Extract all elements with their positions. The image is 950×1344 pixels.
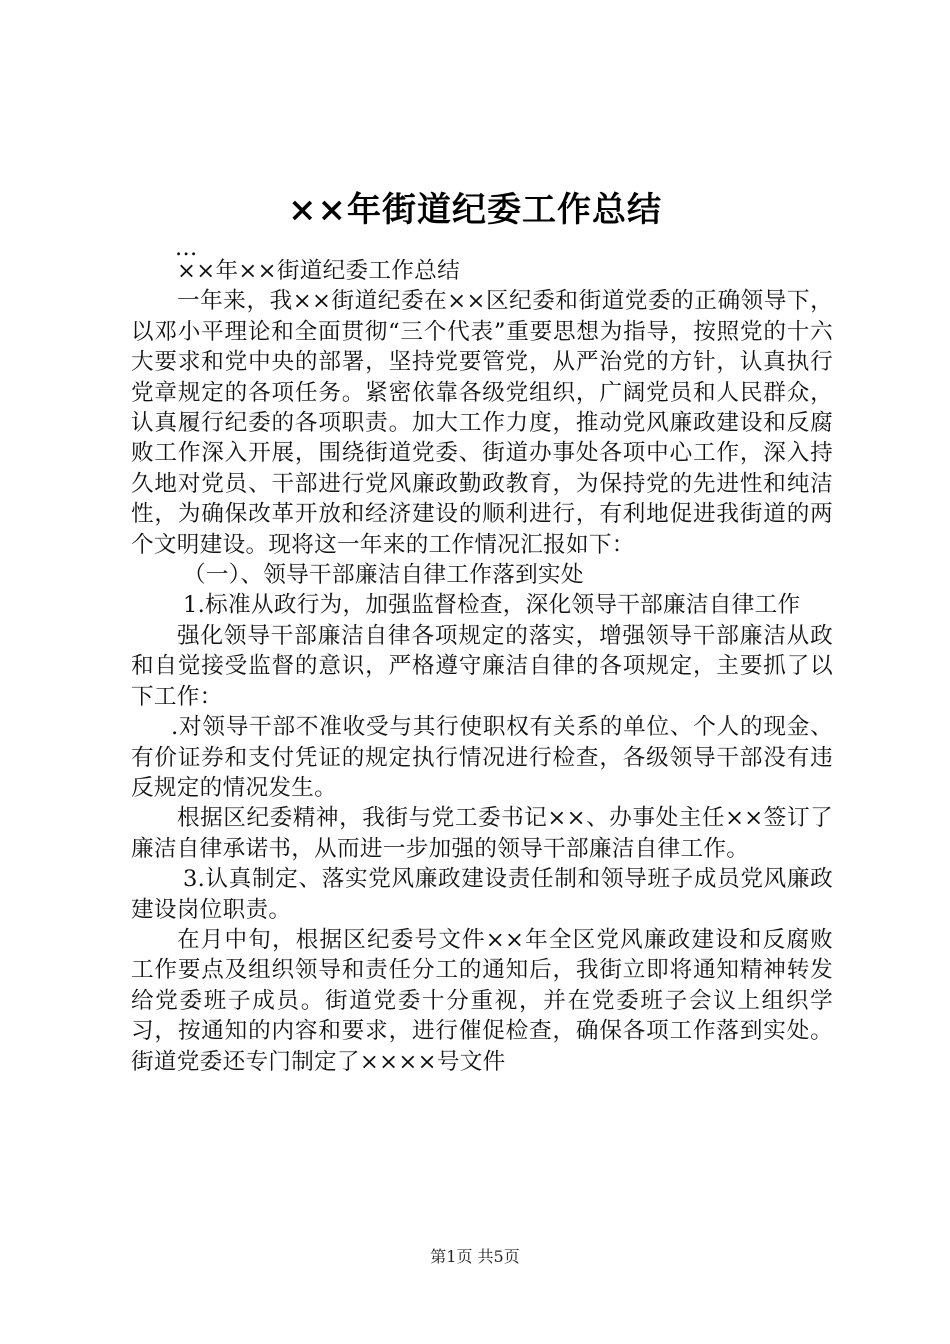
- page-footer: 第1页 共5页: [430, 1247, 520, 1266]
- section-heading: （一）、领导干部廉洁自律工作落到实处: [183, 562, 584, 589]
- subtitle-paragraph: ××年××街道纪委工作总结: [177, 258, 460, 284]
- intro-paragraph: 一年来，我××街道纪委在××区纪委和街道党委的正确领导下，以邓小平理论和全面贯彻“三个代表”重要思想为指导，按照党的十六大要求和党中央的部署，坚持党要管党，从严治党的方针，认真执行党章规定的各项任务。紧密依靠各级党组织，广阔党员和人民群众，认真履行纪委的各项职责。加大工作力度，推动党风廉政建设和反腐败工作深入开展，围绕街道党委、街道办事处各项中心工作，深入持久地对党员、干部进行党风廉政勤政教育，为保持党的先进性和纯洁性，为确保改革开放和经济建设的顺利进行，有利地促进我街道的两个文明建设。现将这一年来的工作情况汇报如下：: [131, 288, 833, 558]
- body-paragraph: .对领导干部不准收受与其行使职权有关系的单位、个人的现金、有价证券和支付凭证的规定执行情况进行检查，各级领导干部没有违反规定的情况发生。: [131, 714, 833, 801]
- body-paragraph: 在月中旬，根据区纪委号文件××年全区党风廉政建设和反腐败工作要点及组织领导和责任分工的通知后，我街立即将通知精神转发给党委班子成员。街道党委十分重视，并在党委班子会议上组织学习，按通知的内容和要求，进行催促检查，确保各项工作落到实处。街道党委还专门制定了××××号文件: [131, 926, 833, 1075]
- item-heading-3: 3.认真制定、落实党风廉政建设责任制和领导班子成员党风廉政建设岗位职责。: [131, 866, 833, 923]
- ellipsis-line: ...: [175, 235, 198, 261]
- document-title: ××年街道纪委工作总结: [288, 190, 662, 230]
- document-body: [131, 235, 833, 1077]
- item-heading-1: 1.标准从政行为，加强监督检查，深化领导干部廉洁自律工作: [183, 592, 801, 619]
- body-paragraph: 根据区纪委精神，我街与党工委书记××、办事处主任××签订了廉洁自律承诺书，从而进一步加强的领导干部廉洁自律工作。: [131, 805, 833, 862]
- body-paragraph: 强化领导干部廉洁自律各项规定的落实，增强领导干部廉洁从政和自觉接受监督的意识，严格遵守廉洁自律的各项规定，主要抓了以下工作：: [131, 622, 833, 710]
